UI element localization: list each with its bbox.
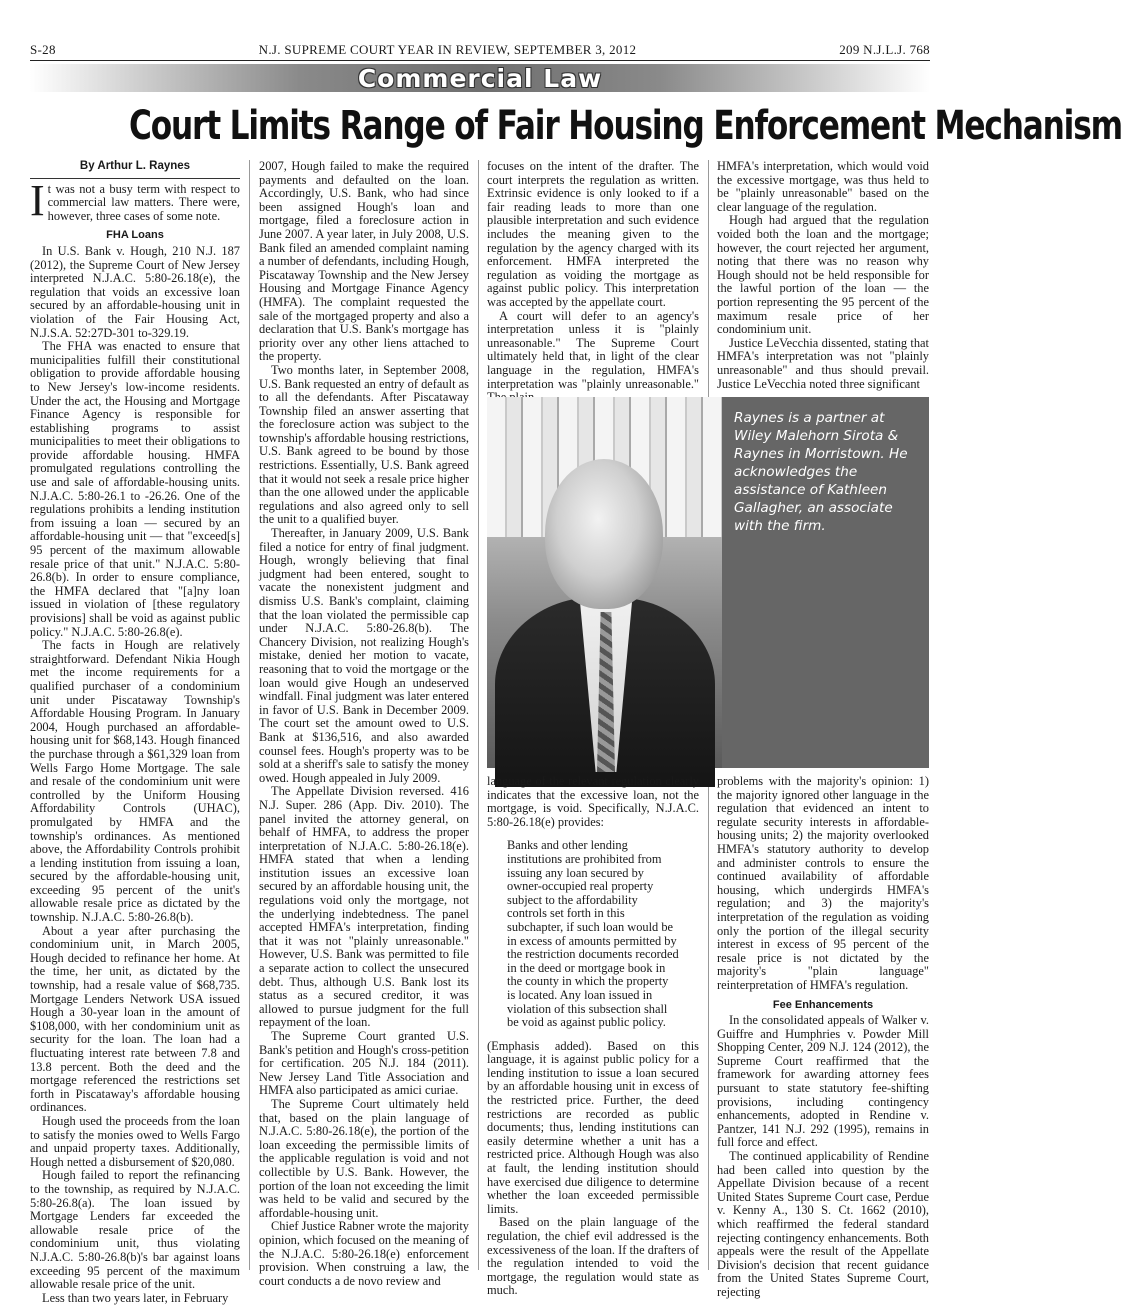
paragraph: The FHA was enacted to ensure that municipalities fulfill their constitutional obligation to provide affordable housing to New Jersey's low-income residents. Under the act, the Housing and Mortgage Finance Agency is responsible for establishing programs to assist municipalities to meet their obligations to provide affordable housing. HMFA promulgated regulations controlling the use and sale of affordable-housing units. N.J.A.C. 5:80-26.1 to -26.26. One of the regulations prohibits a lending institution from issuing a loan — secured by an affordable-housing unit — that "exceed[s] 95 percent of the maximum allowable resale price of that unit." N.J.A.C. 5:80-26.8(b). In order to ensure compliance, the HMFA declared that "[a]ny loan issued in violation of [these regulatory provisions] shall be void as against public policy." N.J.A.C. 5:80-26.8(e). [30,339,240,639]
section-title: Commercial Law [357,63,603,93]
paragraph: Hough used the proceeds from the loan to satisfy the monies owed to Wells Fargo and unpaid property taxes. Additionally, Hough netted a disbursement of $20,080. [30,1113,240,1169]
paragraph: problems with the majority's opinion: 1) the majority ignored other language in the regulation that evidenced an intent to regulate security interests in affordable-housing units; 2) the majority overlooked HMFA's statutory authority to develop and administer controls to ensure the continued availability of affordable housing, which undergirds HMFA's regulation; and 3) the majority's interpretation of the regulation as voiding only the portion of the illegal security interest in excess of 95 percent of the resale price is not dictated by the majority's "plain language" reinterpretation of HMFA's regulation. [717,774,929,992]
subhead-fee-enhancements: Fee Enhancements [772,998,874,1011]
paragraph: About a year after purchasing the condominium unit, in March 2005, Hough decided to refinance her home. At the time, her unit, as dictated by the township, had a resale value of $68,735. Mortgage Lenders Network USA issued Hough a 30-year loan in the amount of $108,000, with her condominium unit as security for the loan. The loan had a fluctuating interest rate between 7.8 and 13.8 percent. Both the deed and the mortgage referenced the restrictions set forth in Piscataway's affordable housing ordinances. [30,923,240,1115]
paragraph: focuses on the intent of the drafter. The court interprets the regulation as written. Extrinsic evidence is only looked to if a fair reading leads to more than one plausible interpretation and such evidence includes the meaning given to the regulation by the agency charged with its enforcement. HMFA interpreted the regulation as voiding the mortgage as against public policy. This interpretation was accepted by the appellate court. [487,159,699,309]
paragraph: 2007, Hough failed to make the required payments and defaulted on the loan. Accordingly, U.S. Bank, who had since been assigned Hough's loan and mortgage, filed a foreclosure action in June 2007. A year later, in July 2008, U.S. Bank filed an amended complaint naming a number of defendants, including Hough, Piscataway Township and the New Jersey Housing and Mortgage Finance Agency (HMFA). The complaint requested the sale of the mortgaged property and also a declaration that U.S. Bank's mortgage has priority over any other liens attached to the property. [259,159,469,364]
column-2 [259,159,469,1288]
column-3-bottom [487,774,699,1298]
paragraph: The Supreme Court granted U.S. Bank's petition and Hough's cross-petition for certification. 205 N.J. 184 (2011). New Jersey Land Title Association and HMFA also participated as amici curiae. [259,1029,469,1098]
section-banner [30,64,930,92]
column-rule [478,160,479,1270]
column-4-top [717,159,929,391]
column-rule [249,160,250,1270]
paragraph: A court will defer to an agency's interpretation unless it is "plainly unreasonable." The Supreme Court ultimately held that, in light of the clear language in the regulation, HMFA's interpretation was "plainly unreasonable." [487,308,699,391]
block-quote: Banks and other lending institutions are prohibited from issuing any loan secured by owner-occupied real property subject to the affordability controls set forth in this subchapter, if such loan would be in excess of amounts permitted by the restriction documents recorded in the deed or mortgage book in the county in which the property is located. Any loan issued in violation of this subsection shall be void as against public policy. [507,838,679,1030]
paragraph: (Emphasis added). Based on this language, it is against public policy for a lending institution to issue a loan secured by an affordable housing unit in excess of the restricted price. Further, the deed restrictions are recorded as public documents; thus, lending institutions can easily determine whether a unit has a restricted price. Although Hough was also at fault, the lending institution should have exercised due diligence to determine whether the loan exceeded permissible limits. [487,1038,699,1216]
paragraph: Chief Justice Rabner wrote the majority opinion, which focused on the meaning of the N.J.A.C. 5:80-26.18(e) enforcement provision. When construing a law, the court conducts a de novo review and [259,1219,469,1288]
paragraph: The Appellate Division reversed. 416 N.J. Super. 286 (App. Div. 2010). The panel invited the attorney general, on behalf of HMFA, to address the proper interpretation of N.J.A.C. 5:80-26.18(e). HMFA stated that when a lending institution issues an excessive loan secured by an affordable housing unit, the regulations void only the mortgage, not the underlying indebtedness. The panel accepted HMFA's interpretation, finding that it was not "plainly unreasonable." However, U.S. Bank was permitted to file a separate action to collect the unsecured debt. Thus, although U.S. Bank lost its status as a secured creditor, it was allowed to pursue judgment for the full repayment of the loan. [259,784,469,1030]
paragraph: Hough had argued that the regulation voided both the loan and the mortgage; however, the court rejected her argument, noting that there was no reason why Hough should not be held responsible for the lawful portion of the loan — the portion representing the 95 percent of the maximum resale price of her condominium unit. [717,213,929,337]
headline: Court Limits Range of Fair Housing Enforcement Mechanism [129,103,1122,149]
paragraph: Thereafter, in January 2009, U.S. Bank filed a notice for entry of final judgment. Hough, wrongly believing that final judgment had been entered, sought to vacate the nonexistent judgment and dismiss U.S. Bank's complaint, claiming that the loan violated the permissible cap under N.J.A.C. 5:80-26.8(b). The Chancery Division, not realizing Hough's mistake, denied her motion to vacate, reasoning that to void the mortgage or the loan would give Hough an undeserved windfall. Final judgment was later entered in favor of U.S. Bank in December 2009. The court set the amount owed to U.S. Bank at $136,516, and also awarded counsel fees. Hough's property was to be sold at a sheriff's sale to satisfy the money owed. Hough appealed in July 2009. [259,526,469,785]
paragraph: Justice LeVecchia dissented, stating that HMFA's interpretation was not "plainly unreasonable" and thus should prevail. Justice LeVecchia noted three significant [717,335,929,391]
author-photo [487,397,722,768]
paragraph: In the consolidated appeals of Walker v. Guiffre and Humphries v. Powder Mill Shopping Center, 209 N.J. 124 (2012), the Supreme Court reaffirmed that the framework for awarding attorney fees pursuant to state statutory fee-shifting provisions, including contingency enhancements, adopted in Rendine v. Pantzer, 141 N.J. 292 (1995), remains in full force and effect. [717,1013,929,1150]
drop-cap: I [30,175,45,225]
paragraph: Hough failed to report the refinancing to the township, as required by N.J.A.C. 5:80-26.8(a). The loan issued by Mortgage Lenders far exceeded the allowable resale price of the condominium unit, thus violating N.J.A.C. 5:80-26.8(b)'s bar against loans exceeding 95 percent of the maximum allowable resale price of the unit. [30,1168,240,1292]
citation: 209 N.J.L.J. 768 [839,42,930,57]
paragraph: Based on the plain language of the regulation, the chief evil addressed is the excessiveness of the loan. If the drafters of the regulation intended to void the mortgage, the regulation would state as much. [487,1215,699,1298]
page-number: S-28 [30,42,56,57]
intro-text: t was not a busy term with respect to commercial law matters. There were, however, three cases of some note. [47,181,240,223]
intro-paragraph [30,175,240,225]
page-header [30,40,930,61]
paragraph: Less than two years later, in February [42,1290,229,1305]
photo-head [545,459,663,609]
paragraph: HMFA's interpretation, which would void the excessive mortgage, was thus held to be "plainly unreasonable" based on the clear language of the regulation. [717,159,929,214]
subhead-fha-loans: FHA Loans [106,229,164,242]
paragraph: The facts in Hough are relatively straightforward. Defendant Nikia Hough met the income requirements for a qualified purchaser of a condominium unit under Piscataway Township's Affordable Housing Program. In January 2004, Hough purchased an affordable-housing unit for $68,143. Hough financed the purchase through a $61,329 loan from Wells Fargo Home Mortgage. The sale and resale of the condominium unit were controlled by the Uniform Housing Affordability Controls (UHAC), promulgated by HMFA and the township's ordinances. As mentioned above, the Affordability Controls prohibit a lending institution from issuing a loan, secured by the affordable-housing unit, exceeding 95 percent of the unit's allowable resale price as dictated by the township. N.J.A.C. 5:80-26.8(b). [30,638,240,925]
column-4-bottom [717,774,929,1299]
paragraph: The Supreme Court ultimately held that, based on the plain language of N.J.A.C. 5:80-26.18(e), the portion of the loan exceeding the permissible limits of the applicable regulation is void and not collectible by U.S. Bank. However, the portion of the loan not exceeding the limit was held to be valid and secured by the affordable-housing unit. [259,1096,469,1220]
author-caption: Raynes is a partner at Wiley Malehorn Sirota & Raynes in Morristown. He acknowledges the assistance of Kathleen Gallagher, an associate with the firm. [734,410,908,534]
paragraph: Two months later, in September 2008, U.S. Bank requested an entry of default as to all the defendants. After Piscataway Township filed an answer asserting that the foreclosure action was subject to the township's affordable housing restrictions, U.S. Bank agreed to be bound by those restrictions. Essentially, U.S. Bank agreed that it would not seek a resale price higher than the one allowed under the applicable regulations and also agreed only to sell the unit to a qualified buyer. [259,362,469,527]
paragraph: language of the relevant regulation clearly indicates that the excessive loan, not the mortgage, is void. Specifically, N.J.A.C. 5:80-26.18(e) provides: [487,774,699,829]
author-photo-box [487,397,929,768]
paragraph: The continued applicability of Rendine had been called into question by the Appellate Division because of a recent United States Supreme Court case, Perdue v. Kenny A., 130 S. Ct. 1662 (2010), which reaffirmed the federal standard rejecting contingency enhancements. Both appeals were the result of the Appellate Division's decision that recent guidance from the United States Supreme Court, rejecting [717,1149,929,1299]
column-3-top [487,159,699,391]
byline: By Arthur L. Raynes [30,160,240,179]
column-1 [30,160,240,1305]
paragraph: In U.S. Bank v. Hough, 210 N.J. 187 (2012), the Supreme Court of New Jersey interpreted N.J.A.C. 5:80-26.18(e), the regulation that voids an excessive loan secured by an affordable-housing unit in violation of the Fair Housing Act, N.J.S.A. 52:27D-301 to-329.19. [30,243,240,340]
publication-line: N.J. SUPREME COURT YEAR IN REVIEW, SEPTEMBER 3, 2012 [258,42,637,57]
